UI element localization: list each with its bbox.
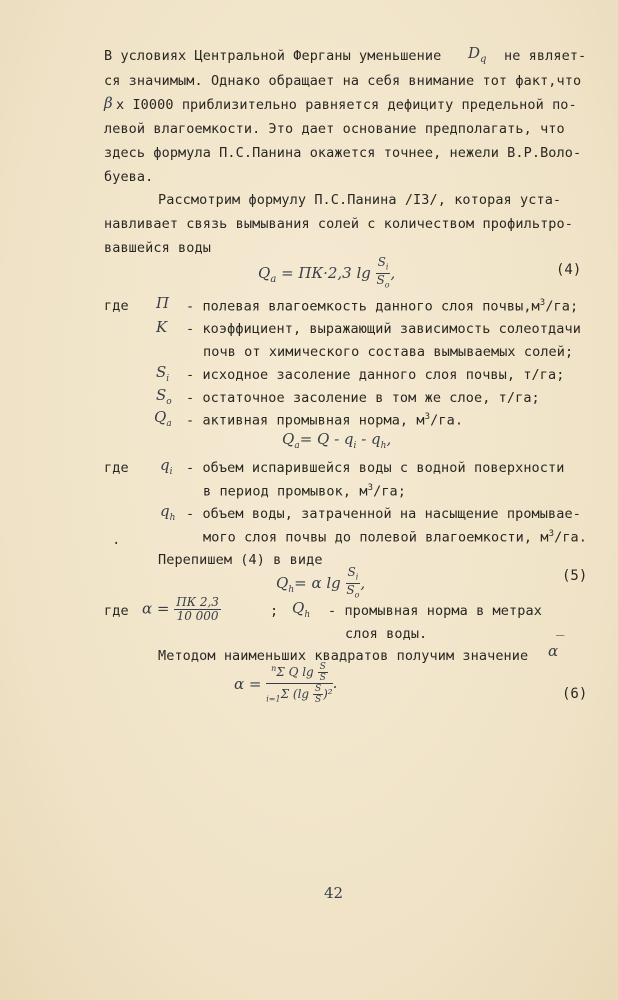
- text-line-7: Рассмотрим формулу П.С.Панина /I3/, которая уста-: [158, 192, 562, 208]
- symbol-Qh: $Q_h$: [292, 599, 311, 620]
- text-line-9: вавшейся воды: [104, 240, 211, 256]
- def-K-1: - коэффициент, выражающий зависимость солеотдачи: [186, 321, 581, 337]
- symbol-So: $S_o$: [156, 386, 172, 407]
- separator: ;: [270, 603, 279, 619]
- formula-4: $Q_a = ПК\cdot 2,3$ lg $\frac{S_i}{S_o}$ ,: [258, 255, 396, 290]
- where-label-2: где: [104, 460, 129, 476]
- text-line-8: навливает связь вымывания солей с количеством профильтро-: [104, 216, 573, 232]
- text-line-3: x I0000 приблизительно равняется дефициту предельной по-: [116, 97, 577, 113]
- formula-Qa: $Q_a= Q - q_i - q_h$,: [282, 430, 392, 451]
- symbol-P: П: [156, 294, 170, 312]
- formula-alpha: α = $\frac{ПК 2,3}{10 000}$: [142, 595, 219, 623]
- symbol-K: K: [156, 318, 168, 336]
- symbol-alpha-end: α: [548, 642, 559, 660]
- equation-number-4: (4): [556, 262, 582, 278]
- page-number: 42: [324, 884, 344, 902]
- symbol-beta: β: [104, 94, 113, 112]
- text-line-6: буева.: [104, 169, 154, 185]
- def-qi-1: - объем испарившейся воды с водной поверхности: [186, 460, 565, 476]
- def-qh-4: слоя воды.: [345, 626, 428, 642]
- def-Si: - исходное засоление данного слоя почвы, т/га;: [186, 367, 565, 383]
- where-label-1: где: [104, 298, 129, 314]
- symbol-Si: $S_i$: [156, 363, 170, 384]
- text-line-5: здесь формула П.С.Панина окажется точнее, нежели В.Р.Воло-: [104, 145, 582, 161]
- equation-number-6: (6): [562, 686, 588, 702]
- def-qh-2: мого слоя почвы до полевой влагоемкости, $м^3/га$.: [203, 529, 588, 546]
- symbol-Dq: $D_q$: [468, 44, 487, 65]
- text-rewrite: Перепишем (4) в виде: [158, 552, 323, 568]
- def-qi-2: в период промывок, $м^3/га$;: [203, 483, 407, 500]
- def-Qa: - активная промывная норма, $м^3/га$.: [186, 412, 464, 429]
- symbol-qi: $q_i$: [160, 456, 173, 477]
- symbol-qh: $q_h$: [160, 502, 176, 523]
- formula-6: α = $^n$Σ Q lg $\frac{S}{S}$ $_{i=1}$Σ (lg $\frac{S}{S}$ )² .: [234, 662, 338, 705]
- where-label-3: где: [104, 603, 129, 619]
- def-qh-1: - объем воды, затраченной на насыщение промывае-: [186, 506, 581, 522]
- equation-number-5: (5): [562, 568, 588, 584]
- formula-5: $Q_h= \alpha$ lg $\frac{S_i}{S_o}$ ,: [276, 565, 366, 600]
- def-qh-3: - промывная норма в метрах: [328, 603, 542, 619]
- def-K-2: почв от химического состава вымываемых солей;: [203, 344, 574, 360]
- text-line-2: ся значимым. Однако обращает на себя внимание тот факт,что: [104, 73, 582, 89]
- text-line-4: левой влагоемкости. Это дает основание предполагать, что: [104, 121, 565, 137]
- text-line-1: В условиях Центральной Ферганы уменьшение: [104, 48, 442, 64]
- symbol-Qa: $Q_a$: [154, 408, 172, 429]
- text-line-1-end: не являет-: [504, 48, 587, 64]
- def-P: - полевая влагоемкость данного слоя $почвы,м^3/га$;: [186, 298, 579, 315]
- document-page: В условиях Центральной Ферганы уменьшение $D_q$ не являет- ся значимым. Однако обращает на себя внимание тот факт,что β x I0000 приблизительно равняется дефициту предельной по- левой влагоемкости. Это дает основание предполагать, что здесь формула П.С.Панина окажется точнее, нежели В.Р.Воло- буева. Рассмотрим формулу П.С.Панина /I3/, которая уста- навливает связь вымывания солей с количеством профильтро- вавшейся воды $Q_a = ПК\cdot 2,3$ lg $\frac{S_i}{S_o}$ , (4) где П - полевая влагоемкость данного слоя $почвы,м^3/га$; K - коэффициент, выражающий зависимость солеотдачи почв от химического состава вымываемых солей; $S_i$ - исходное засоление данного слоя почвы, т/га; $S_o$ - остаточное засоление в том же слое, т/га; $Q_a$ - активная промывная норма, $м^3/га$. $Q_a= Q - q_i - q_h$, где $q_i$ - объем испарившейся воды с водной поверхности в период промывок, $м^3/га$; $q_h$ - объем воды, затраченной на насыщение промывае- мого слоя почвы до полевой влагоемкости, $м^3/га$. · Перепишем (4) в виде $Q_h= \alpha$ lg $\frac{S_i}{S_o}$ , (5) где α = $\frac{ПК 2,3}{10 000}$ ; $Q_h$ - промывная норма в метрах слоя воды. _ Методом наименьших квадратов получим значение α α = $^n$Σ Q lg $\frac{S}{S}$ $_{i=1}$Σ (lg $\frac{S}{S}$ )² . (6) 42: [0, 0, 618, 1000]
- def-So: - остаточное засоление в том же слое, т/га;: [186, 390, 540, 406]
- text-lsq: Методом наименьших квадратов получим значение: [158, 648, 529, 664]
